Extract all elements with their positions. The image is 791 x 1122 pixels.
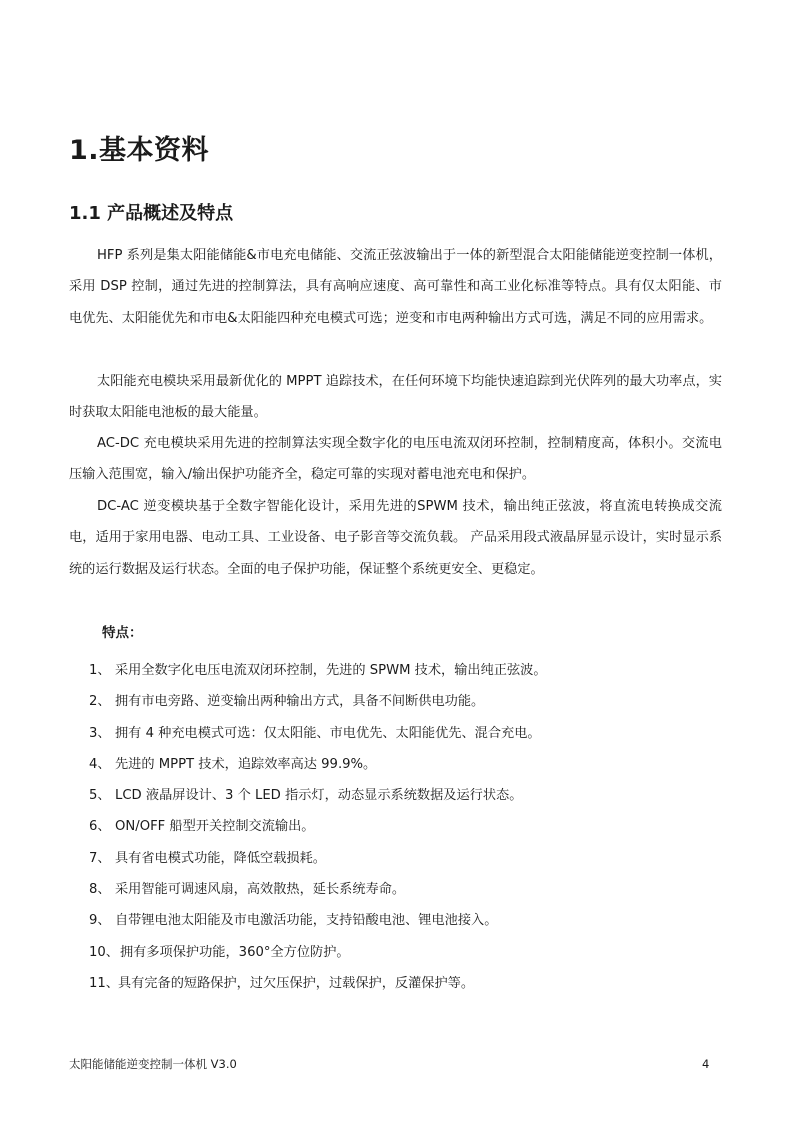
paragraph-dcac-module: DC-AC 逆变模块基于全数字智能化设计，采用先进的SPWM 技术，输出纯正弦波，将直流电转换成交流电，适用于家用电器、电动工具、工业设备、电子影音等交流负载。 产品采用段式液晶屏显示设计，实时显示系统的运行数据及运行状态。全面的电子保护功能，保证整个系统更安全、更稳定。 [69, 499, 722, 577]
list-item-number: 9、 [89, 913, 111, 929]
list-item-text: 采用全数字化电压电流双闭环控制，先进的 SPWM 技术，输出纯正弦波。 [115, 663, 547, 678]
list-item-number: 2、 [89, 694, 111, 710]
list-item-number: 3、 [89, 725, 111, 741]
paragraph-overview: HFP 系列是集太阳能储能&市电充电储能、交流正弦波输出于一体的新型混合太阳能储能逆变控制一体机，采用 DSP 控制，通过先进的控制算法，具有高响应速度、高可靠性和高工业化标准等特点。具有仅太阳能、市电优先、太阳能优先和市电&太阳能四种充电模式可选；逆变和市电两种输出方式可选，满足不同的应用需求。 [69, 248, 722, 326]
list-item-text: ON/OFF 船型开关控制交流输出。 [115, 819, 315, 835]
list-item-text: 自带锂电池太阳能及市电激活功能，支持铅酸电池、锂电池接入。 [115, 913, 498, 929]
list-item-text: 采用智能可调速风扇，高效散热，延长系统寿命。 [115, 882, 406, 898]
list-item-number: 1、 [89, 663, 111, 678]
list-item-number: 11、 [89, 975, 119, 991]
list-item-number: 6、 [89, 819, 111, 835]
list-item-text: 拥有 4 种充电模式可选：仅太阳能、市电优先、太阳能优先、混合充电。 [115, 725, 541, 741]
features-title: 特点： [102, 625, 143, 641]
list-item-text: 拥有市电旁路、逆变输出两种输出方式，具备不间断供电功能。 [115, 694, 485, 710]
paragraph-solar-module: 太阳能充电模块采用最新优化的 MPPT 追踪技术，在任何环境下均能快速追踪到光伏阵列的最大功率点，实时获取太阳能电池板的最大能量。 [69, 374, 722, 421]
list-item-number: 4、 [89, 756, 111, 772]
paragraph-acdc-module: AC-DC 充电模块采用先进的控制算法实现全数字化的电压电流双闭环控制，控制精度高，体积小。交流电压输入范围宽，输入/输出保护功能齐全，稳定可靠的实现对蓄电池充电和保护。 [69, 436, 722, 483]
list-item-text: 具有完备的短路保护，过欠压保护，过载保护，反灌保护等。 [118, 975, 475, 991]
subsection-heading: 1.1 产品概述及特点 [69, 203, 234, 224]
list-item-text: 具有省电模式功能，降低空载损耗。 [115, 850, 326, 866]
list-item-text: LCD 液晶屏设计、3 个 LED 指示灯，动态显示系统数据及运行状态。 [115, 788, 523, 804]
list-item-text: 拥有多项保护功能，360°全方位防护。 [120, 944, 350, 960]
list-item-text: 先进的 MPPT 技术，追踪效率高达 99.9%。 [115, 756, 377, 772]
list-item-number: 10、 [89, 944, 119, 960]
page-number: 4 [702, 1057, 710, 1071]
list-item-number: 7、 [89, 850, 111, 866]
footer-title: 太阳能储能逆变控制一体机 V3.0 [69, 1057, 237, 1071]
list-item-number: 5、 [89, 788, 111, 804]
section-heading: 1.基本资料 [69, 135, 210, 166]
list-item-number: 8、 [89, 882, 111, 898]
